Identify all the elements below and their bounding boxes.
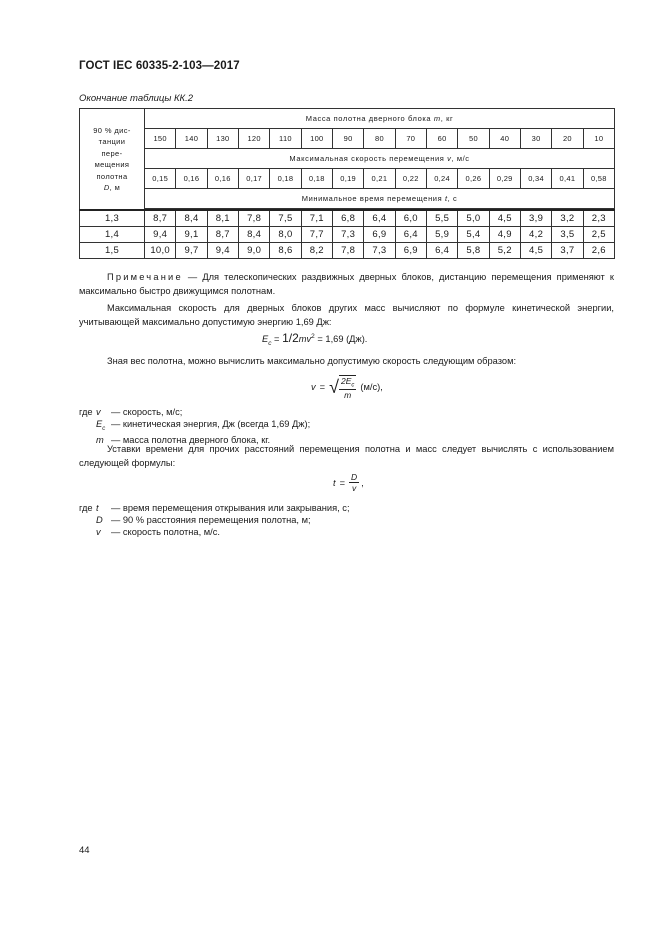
time-cell: 9,4 [145,227,176,243]
time-cell: 8,2 [301,243,332,259]
time-cell: 9,4 [207,243,238,259]
speed-cell: 0,26 [458,169,489,189]
speed-cell: 0,41 [552,169,583,189]
definitions-list-2 [79,503,350,538]
formula2-lhs: v [311,382,316,393]
definition-item: v — скорость полотна, м/с. [96,526,220,537]
formula2-unit: (м/с), [360,382,383,393]
time-cell: 7,7 [301,227,332,243]
formula3-num: D [351,472,358,482]
formula1-lhs: E [262,334,269,344]
speed-header: Максимальная скорость перемещения v, м/с [145,149,615,169]
speed-cell: 0,58 [583,169,615,189]
definition-item: D — 90 % расстояния перемещения полотна, м; [96,514,311,525]
mass-cell: 70 [395,129,426,149]
time-cell: 4,9 [489,227,520,243]
time-cell: 8,4 [176,210,207,227]
document-header: ГОСТ IEC 60335-2-103—2017 [79,60,240,72]
note-paragraph [79,271,614,298]
speed-cell: 0,18 [270,169,301,189]
speed-cell: 0,16 [176,169,207,189]
time-cell: 8,7 [207,227,238,243]
paragraph-time: Уставки времени для прочих расстояний перемещения полотна и масс следует вычислять с использованием следующей формулы: [79,444,614,468]
definition-item: где t — время перемещения открывания или закрывания, с; [79,503,350,513]
definition-item: где v — скорость, м/с; [79,407,183,417]
time-cell: 6,8 [332,210,363,227]
formula2-den: m [344,389,352,400]
time-cell: 3,5 [552,227,583,243]
mass-cell: 150 [145,129,176,149]
time-cell: 8,4 [238,227,269,243]
page-number: 44 [79,845,90,856]
note-label: Примечание [107,272,183,282]
time-cell: 5,4 [458,227,489,243]
time-cell: 6,4 [426,243,457,259]
time-cell: 7,3 [364,243,395,259]
time-cell: 6,4 [364,210,395,227]
row-header-distance: 90 % дис- танции пере- мещения полотна D, м [80,109,145,211]
formula1-eq: = [274,334,280,344]
formula-velocity [311,375,383,400]
formula3-den: v [351,483,357,493]
time-cell: 6,0 [395,210,426,227]
time-cell: 8,0 [270,227,301,243]
formula1-half: 1/2 [282,331,299,345]
mass-row [80,129,615,149]
time-cell: 7,5 [270,210,301,227]
formula1-exp: 2 [311,332,315,340]
mass-cell: 90 [332,129,363,149]
time-cell: 7,3 [332,227,363,243]
definition-item: m — масса полотна дверного блока, кг. [96,435,271,446]
time-cell: 3,7 [552,243,583,259]
formula-kinetic-energy [262,331,367,347]
formula3-fraction [349,472,359,493]
definition-item: $E_c$ — кинетическая энергия, Дж (всегда 1,69 Дж); [96,418,311,432]
formula2-num: 2E [340,376,352,386]
paragraph-weight: Зная вес полотна, можно вычислить максимально допустимую скорость следующим образом: [107,356,517,366]
time-cell: 3,9 [520,210,551,227]
table-caption: Окончание таблицы КК.2 [79,93,194,104]
mass-cell: 120 [238,129,269,149]
distance-cell: 1,3 [80,210,145,227]
time-cell: 6,9 [395,243,426,259]
speed-row [80,169,615,189]
time-cell: 2,6 [583,243,615,259]
distance-cell: 1,4 [80,227,145,243]
speed-cell: 0,15 [145,169,176,189]
distance-cell: 1,5 [80,243,145,259]
mass-cell: 10 [583,129,615,149]
speed-cell: 0,17 [238,169,269,189]
formula2-num-sub: c [351,382,355,389]
time-cell: 4,5 [520,243,551,259]
time-cell: 8,6 [270,243,301,259]
speed-cell: 0,22 [395,169,426,189]
formula3-lhs: t [333,477,336,488]
definitions-list-1 [79,407,310,447]
formula2-eq: = [319,382,326,393]
mass-cell: 40 [489,129,520,149]
mass-cell: 60 [426,129,457,149]
mass-cell: 30 [520,129,551,149]
time-cell: 9,1 [176,227,207,243]
speed-cell: 0,24 [426,169,457,189]
mass-cell: 110 [270,129,301,149]
mass-cell: 80 [364,129,395,149]
mass-cell: 100 [301,129,332,149]
mass-header: Масса полотна дверного блока m, кг [145,109,615,129]
speed-cell: 0,29 [489,169,520,189]
data-table [79,108,615,259]
speed-cell: 0,19 [332,169,363,189]
time-cell: 4,2 [520,227,551,243]
time-cell: 5,8 [458,243,489,259]
time-cell: 3,2 [552,210,583,227]
formula3-tail: , [361,477,364,488]
mass-cell: 50 [458,129,489,149]
table-row [80,243,615,259]
time-cell: 7,1 [301,210,332,227]
table-row [80,210,615,227]
time-cell: 9,7 [176,243,207,259]
formula3-eq: = [339,477,346,488]
time-cell: 5,9 [426,227,457,243]
speed-cell: 0,18 [301,169,332,189]
speed-cell: 0,34 [520,169,551,189]
formula1-body: mv [298,334,312,344]
time-cell: 5,0 [458,210,489,227]
speed-cell: 0,21 [364,169,395,189]
table-row [80,227,615,243]
radical-sign: √ [329,377,339,398]
formula1-lhs-sub: c [268,339,272,347]
time-cell: 7,8 [238,210,269,227]
speed-cell: 0,16 [207,169,238,189]
time-cell: 5,2 [489,243,520,259]
formula2-fraction [339,375,356,400]
time-cell: 5,5 [426,210,457,227]
time-cell: 8,1 [207,210,238,227]
mass-cell: 130 [207,129,238,149]
time-cell: 2,3 [583,210,615,227]
time-cell: 8,7 [145,210,176,227]
mass-cell: 140 [176,129,207,149]
paragraph-kinetic-energy: Максимальная скорость для дверных блоков других масс вычисляют по формуле кинетической энергии, учитывающей максимально допустимую энергию 1,69 Дж: [79,303,614,327]
time-cell: 6,9 [364,227,395,243]
time-cell: 2,5 [583,227,615,243]
mass-cell: 20 [552,129,583,149]
time-header: Минимальное время перемещения t, с [145,189,615,209]
time-cell: 6,4 [395,227,426,243]
time-cell: 10,0 [145,243,176,259]
note-text: — Для телескопических раздвижных дверных блоков, дистанцию перемещения применяют к максимально быстро движущимся полотнам. [79,272,614,296]
time-cell: 4,5 [489,210,520,227]
formula1-rhs: = 1,69 (Дж). [317,334,368,344]
formula-time [333,472,364,493]
time-cell: 9,0 [238,243,269,259]
time-cell: 7,8 [332,243,363,259]
